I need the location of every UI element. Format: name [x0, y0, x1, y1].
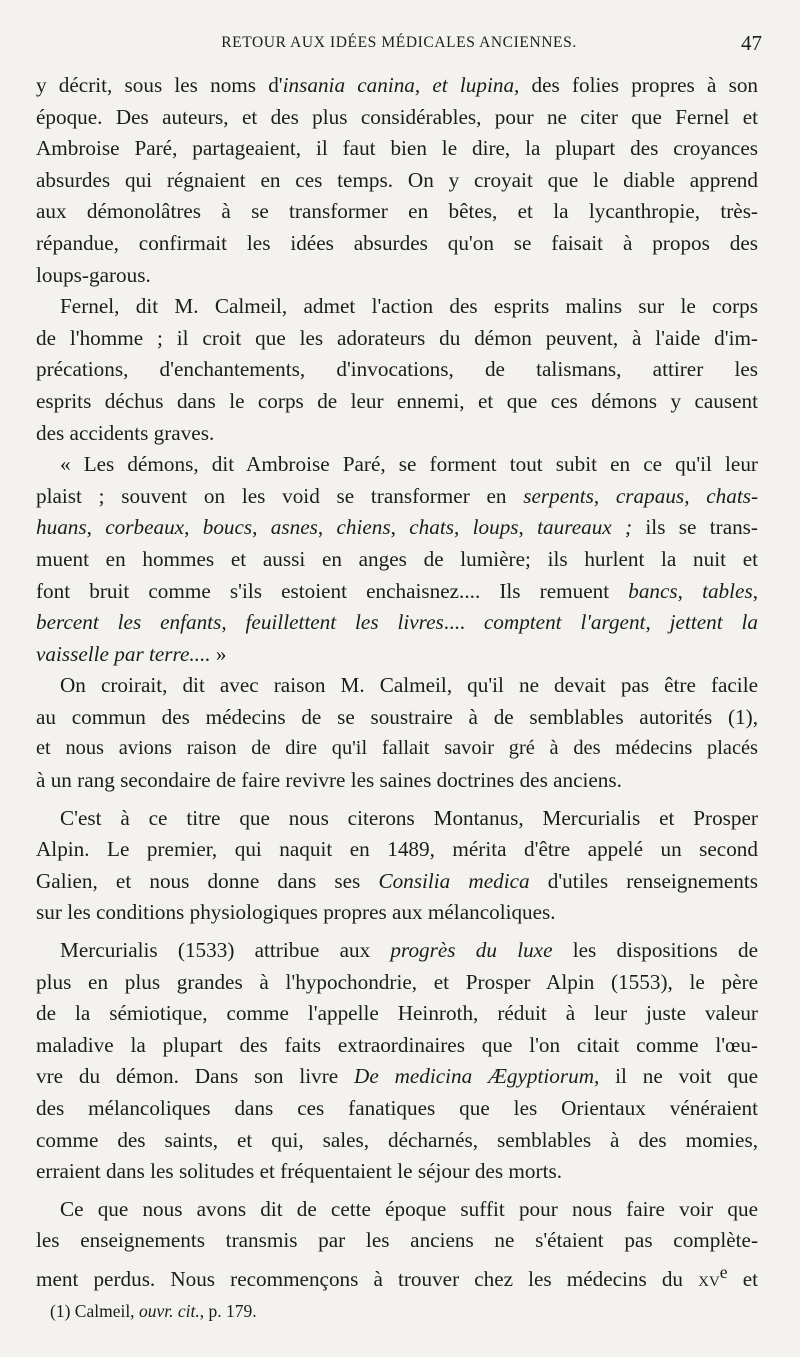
text-line: des accidents graves.: [36, 420, 215, 445]
text-line: précations, d'enchantements, d'invocations, de talismans, attirer les: [36, 357, 758, 382]
text-line: « Les démons, dit Ambroise Paré, se forment tout subit en ce qu'il leur: [60, 452, 758, 477]
text-line: plaist ; souvent on les void se transformer en serpents, crapaus, chats-: [36, 483, 759, 508]
text-line: plus en plus grandes à l'hypochondrie, et Prosper Alpin (1553), le père: [36, 969, 758, 994]
text-line: ment perdus. Nous recommençons à trouver chez les médecins du $xv^e$ et: [36, 1261, 758, 1292]
running-title: RETOUR AUX IDÉES MÉDICALES ANCIENNES.: [221, 34, 577, 51]
text-line: maladive la plupart des faits extraordinaires que l'on citait comme l'œu-: [36, 1032, 758, 1057]
text-line: répandue, confirmait les idées absurdes qu'on se faisait à propos des: [36, 230, 758, 255]
text-line: C'est à ce titre que nous citerons Montanus, Mercurialis et Prosper: [60, 805, 758, 830]
text-line: On croirait, dit avec raison M. Calmeil, qu'il ne devait pas être facile: [60, 673, 758, 698]
text-line: y décrit, sous les noms d'insania canina, et lupina, des folies propres à son: [36, 73, 759, 97]
text-line: vre du démon. Dans son livre De medicina Ægyptiorum, il ne voit que: [36, 1064, 758, 1089]
text-line: muent en hommes et aussi en anges de lumière; ils hurlent la nuit et: [36, 546, 758, 571]
text-line: Galien, et nous donne dans ses Consilia medica d'utiles renseignements: [36, 868, 758, 893]
text-line: aux démonolâtres à se transformer en bêtes, et la lycanthropie, très-: [36, 199, 758, 224]
running-header: [36, 31, 762, 60]
text-line: et nous avions raison de dire qu'il fallait savoir gré à des médecins placés: [36, 737, 758, 760]
text-line: Ce que nous avons dit de cette époque suffit pour nous faire voir que: [60, 1196, 758, 1221]
text-line: huans, corbeaux, boucs, asnes, chiens, chats, loups, taureaux ; ils se trans-: [36, 515, 758, 540]
text-line: de l'homme ; il croit que les adorateurs du démon peuvent, à l'aide d'im-: [36, 325, 758, 350]
text-line: les enseignements transmis par les anciens ne s'étaient pas complète-: [36, 1228, 758, 1253]
text-line: des mélancoliques dans ces fanatiques que les Orientaux vénéraient: [36, 1096, 758, 1120]
text-line: à un rang secondaire de faire revivre les saines doctrines des anciens.: [36, 768, 622, 793]
text-line: comme des saints, et qui, sales, décharnés, semblables à des momies,: [36, 1127, 758, 1152]
text-line: font bruit comme s'ils estoient enchaisnez.... Ils remuent bancs, tables,: [36, 578, 758, 603]
text-line: Mercurialis (1533) attribue aux progrès du luxe les dispositions de: [60, 938, 758, 963]
text-line: absurdes qui régnaient en ces temps. On y croyait que le diable apprend: [36, 167, 758, 192]
page-number: 47: [741, 31, 762, 55]
text-line: erraient dans les solitudes et fréquentaient le séjour des morts.: [36, 1159, 562, 1184]
text-line: Alpin. Le premier, qui naquit en 1489, mérita d'être appelé un second: [36, 837, 758, 862]
text-line: de la sémiotique, comme l'appelle Heinroth, réduit à leur juste valeur: [36, 1001, 758, 1026]
text-line: bercent les enfants, feuillettent les livres.... comptent l'argent, jettent la: [36, 610, 758, 635]
page-body: [36, 70, 759, 1292]
text-line: esprits déchus dans le corps de leur ennemi, et que ces démons y causent: [36, 388, 758, 413]
footnote: (1) Calmeil, ouvr. cit., p. 179.: [50, 1301, 257, 1321]
text-line: époque. Des auteurs, et des plus considérables, pour ne citer que Fernel et: [36, 104, 758, 129]
text-line: Ambroise Paré, partageaient, il faut bien le dire, la plupart des croyances: [36, 136, 758, 161]
text-line: sur les conditions physiologiques propres aux mélancoliques.: [36, 900, 556, 925]
text-line: loups-garous.: [36, 262, 151, 287]
text-line: vaisselle par terre.... »: [36, 641, 227, 666]
text-line: au commun des médecins de se soustraire à de semblables autorités (1),: [36, 704, 758, 729]
text-line: Fernel, dit M. Calmeil, admet l'action des esprits malins sur le corps: [60, 294, 758, 319]
